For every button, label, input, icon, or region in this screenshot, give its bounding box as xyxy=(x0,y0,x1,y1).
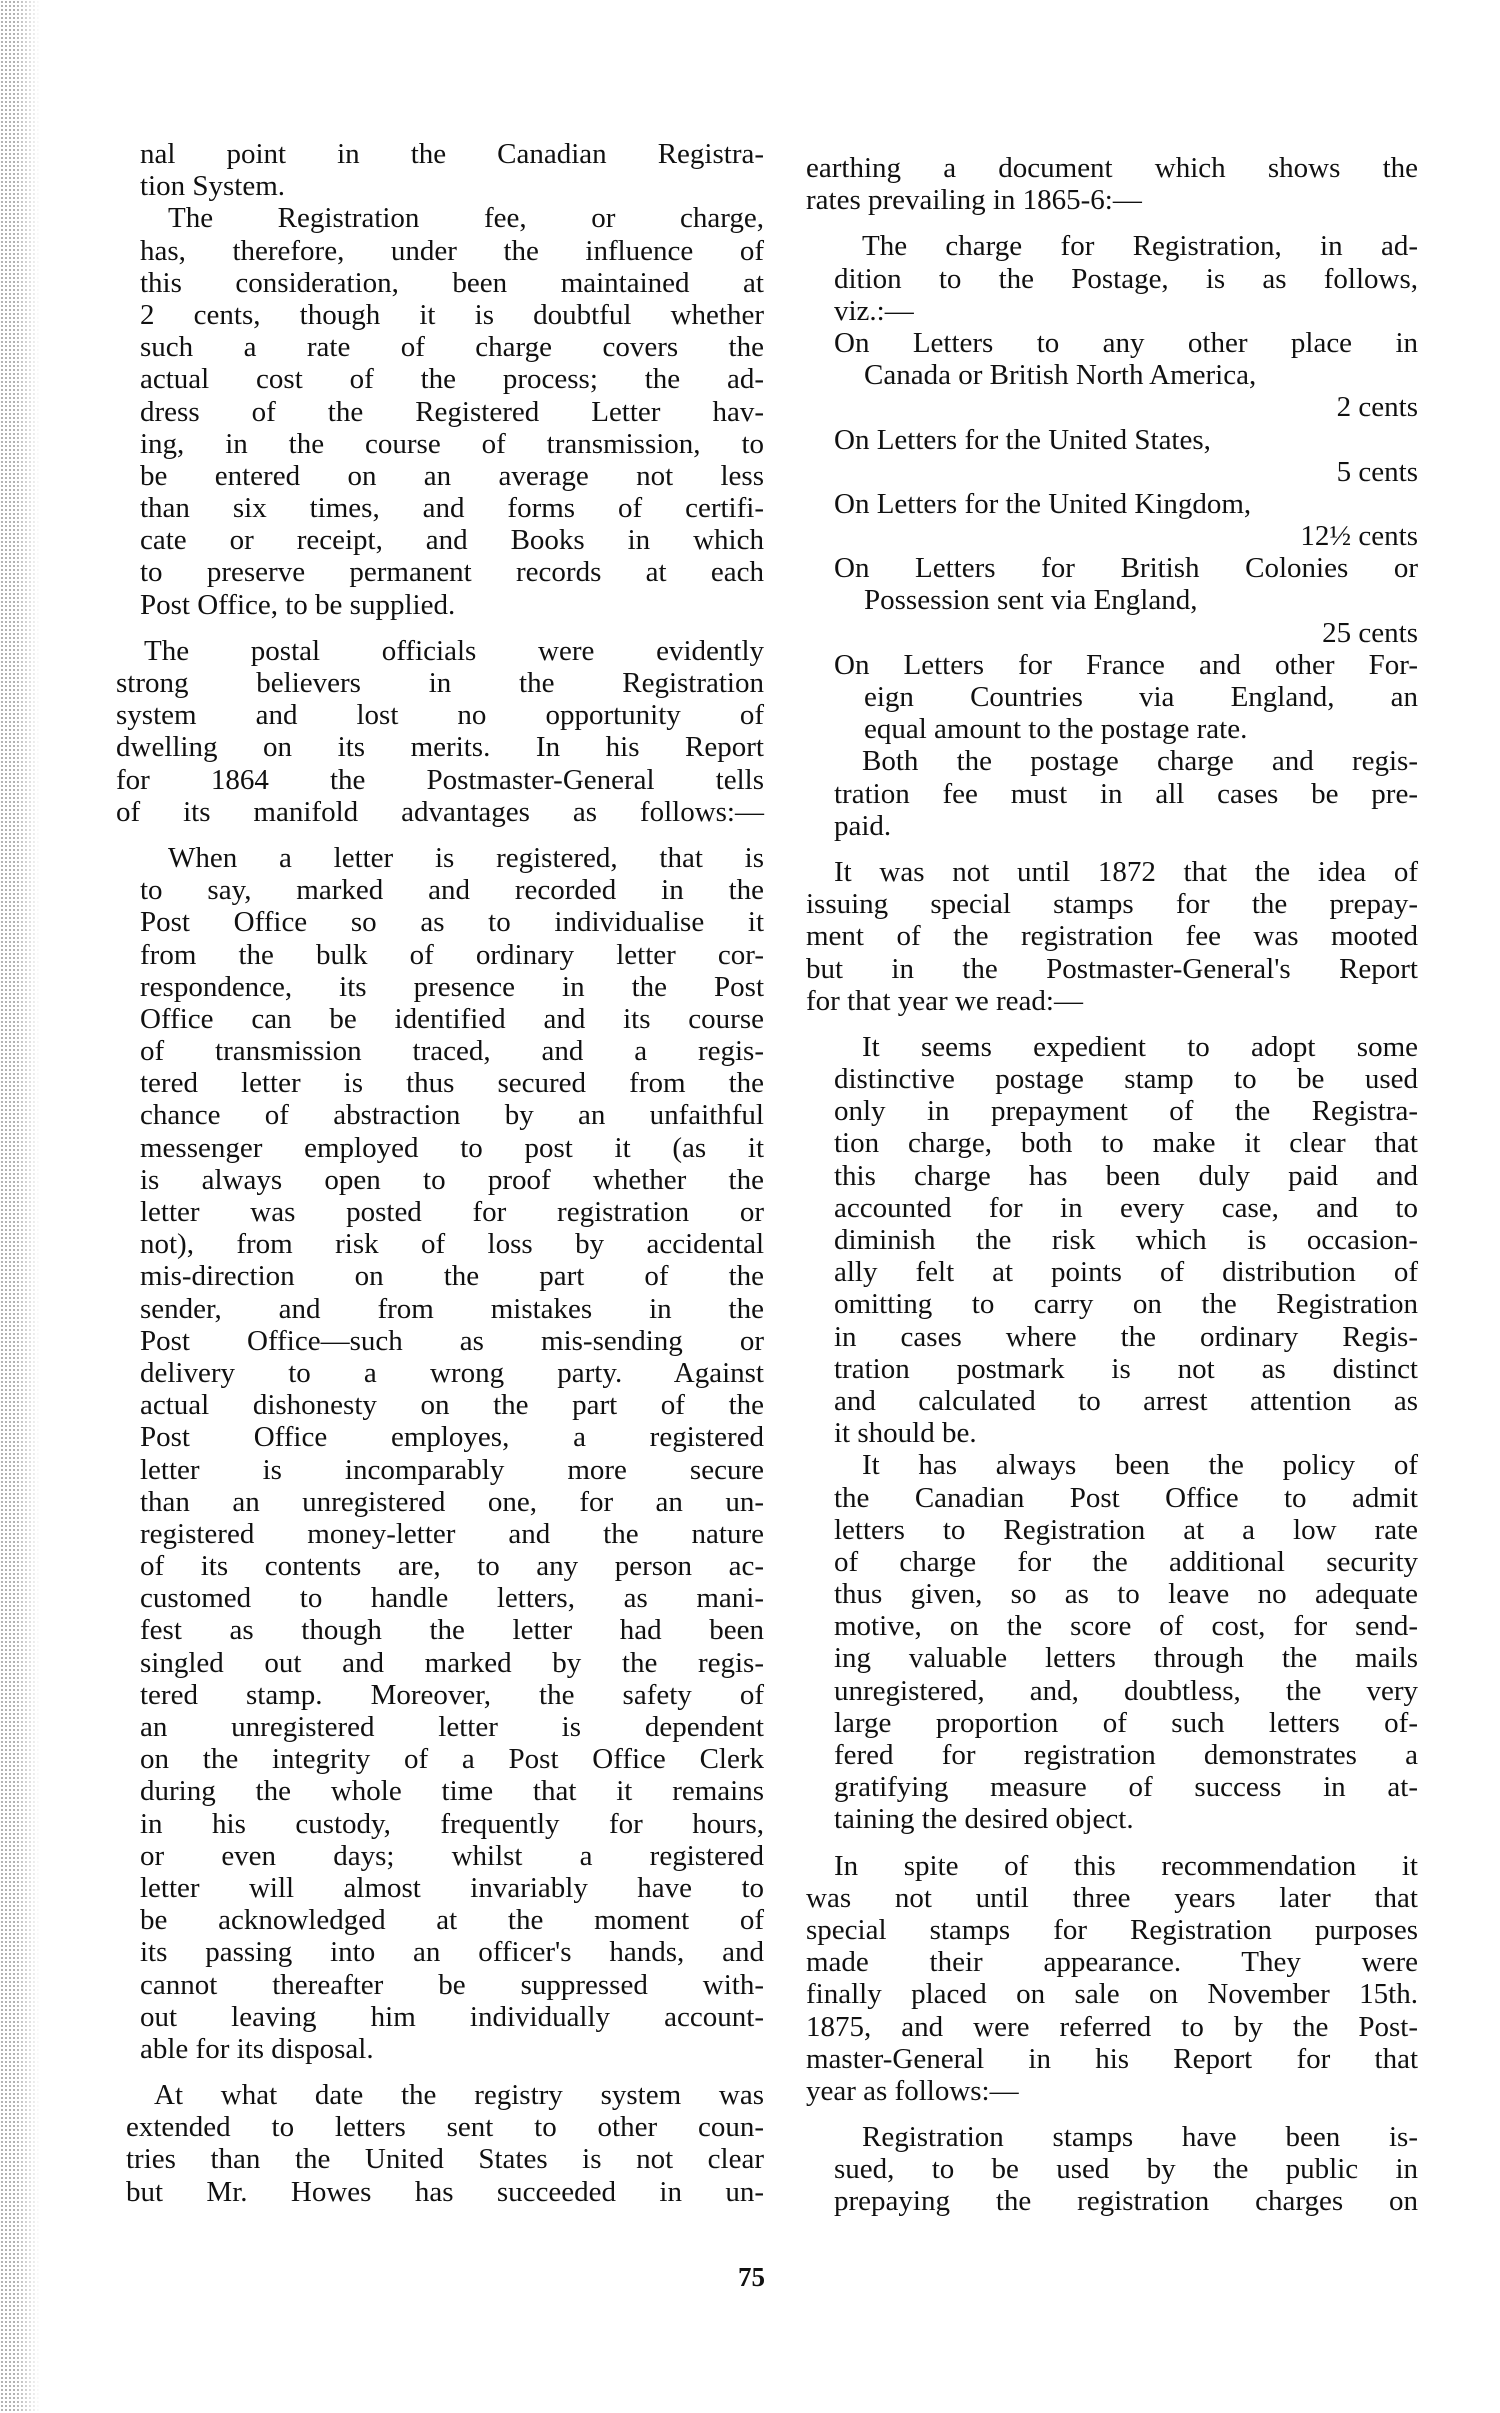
text-line: nal point in the Canadian Registra- xyxy=(140,138,764,170)
text-line: In spite of this recommendation it xyxy=(834,1849,1418,1882)
text-line: dwelling on its merits. In his Report xyxy=(116,731,764,764)
text-line: an unregistered letter is dependent xyxy=(140,1711,764,1743)
text-line: of its contents are, to any person ac- xyxy=(140,1550,764,1583)
text-line: but Mr. Howes has succeeded in un- xyxy=(126,2175,764,2208)
text-line: The Registration fee, or charge, xyxy=(168,202,764,235)
text-line: sued, to be used by the public in xyxy=(834,2153,1418,2186)
page-number: 75 xyxy=(738,2262,765,2292)
rate-destination: On Letters for the United States, xyxy=(834,423,1211,456)
text-line: letter is incomparably more secure xyxy=(140,1453,764,1486)
text-line: Post Office—such as mis-sending or xyxy=(140,1324,764,1357)
rate-destination: On Letters for British Colonies or xyxy=(834,552,1418,585)
block-quote-1865-rates xyxy=(806,230,1418,842)
rate-destination: Canada or British North America, xyxy=(864,359,1257,392)
right-column xyxy=(806,152,1418,2218)
text-line: 1875, and were referred to by the Post- xyxy=(806,2010,1418,2043)
text-line: this charge has been duly paid and xyxy=(834,1159,1418,1192)
text-line: special stamps for Registration purposes xyxy=(806,1913,1418,1946)
text-line: to preserve permanent records at each xyxy=(140,556,764,589)
rate-item-canada xyxy=(834,327,1418,424)
text-line: extended to letters sent to other coun- xyxy=(126,2111,764,2144)
text-line: finally placed on sale on November 15th. xyxy=(806,1978,1418,2011)
text-line: diminish the risk which is occasion- xyxy=(834,1224,1418,1256)
text-line: tered letter is thus secured from the xyxy=(140,1067,764,1100)
text-line: tries than the United States is not clear xyxy=(126,2143,764,2176)
text-line: accounted for in every case, and to xyxy=(834,1191,1418,1224)
text-line: tered stamp. Moreover, the safety of xyxy=(140,1678,764,1711)
text-line: The charge for Registration, in ad- xyxy=(862,230,1418,263)
text-line: Both the postage charge and regis- xyxy=(862,745,1418,778)
text-line: not), from risk of loss by accidental xyxy=(140,1228,764,1261)
text-line: strong believers in the Registration xyxy=(116,667,764,699)
text-line: it should be. xyxy=(834,1417,977,1450)
text-line: sender, and from mistakes in the xyxy=(140,1292,764,1325)
text-line: When a letter is registered, that is xyxy=(168,841,764,874)
text-line: respondence, its presence in the Post xyxy=(140,970,764,1003)
text-line: It has always been the policy of xyxy=(862,1449,1418,1482)
text-line: fest as though the letter had been xyxy=(140,1614,764,1647)
rate-amount: 5 cents xyxy=(1336,455,1418,488)
text-line: master-General in his Report for that xyxy=(806,2042,1418,2075)
text-line: for 1864 the Postmaster-General tells xyxy=(116,763,764,796)
paragraph-1872 xyxy=(806,856,1418,1017)
text-line: of its manifold advantages as follows:— xyxy=(116,795,764,828)
text-line: dition to the Postage, is as follows, xyxy=(834,262,1418,295)
text-line: 2 cents, though it is doubtful whether xyxy=(140,298,764,331)
text-line: fered for registration demonstrates a xyxy=(834,1739,1418,1771)
text-line: only in prepayment of the Registra- xyxy=(834,1095,1418,1128)
rate-destination: On Letters to any other place in xyxy=(834,326,1418,359)
rate-destination: On Letters for the United Kingdom, xyxy=(834,487,1252,520)
text-line: actual dishonesty on the part of the xyxy=(140,1389,764,1422)
text-line: unregistered, and, doubtless, the very xyxy=(834,1674,1418,1707)
text-line: messenger employed to post it (as it xyxy=(140,1131,764,1164)
text-line: issuing special stamps for the prepay- xyxy=(806,888,1418,921)
text-line: letter will almost invariably have to xyxy=(140,1871,764,1904)
text-line: Post Office, to be supplied. xyxy=(140,588,456,621)
text-line: motive, on the score of cost, for send- xyxy=(834,1610,1418,1643)
paragraph-registration-fee xyxy=(140,202,764,620)
paragraph-postal-officials xyxy=(116,635,764,828)
text-line: ing, in the course of transmission, to xyxy=(140,427,764,460)
text-line: earthing a document which shows the xyxy=(806,152,1418,184)
rate-amount: 25 cents xyxy=(1322,616,1418,649)
text-line: and calculated to arrest attention as xyxy=(834,1384,1418,1417)
rate-item-british-colonies xyxy=(834,552,1418,649)
paragraph-registry-extension xyxy=(126,2079,764,2208)
text-line: At what date the registry system was xyxy=(154,2079,764,2112)
text-line: registered money-letter and the nature xyxy=(140,1517,764,1550)
text-line: tion System. xyxy=(140,170,286,203)
rate-item-france-foreign xyxy=(834,649,1418,746)
left-column xyxy=(116,138,764,2208)
text-line: in his custody, frequently for hours, xyxy=(140,1807,764,1840)
rate-destination: eign Countries via England, an xyxy=(864,681,1418,713)
scan-edge-shadow xyxy=(0,0,40,2413)
text-line: from the bulk of ordinary letter cor- xyxy=(140,938,764,971)
text-line: large proportion of such letters of- xyxy=(834,1706,1418,1739)
block-quote-1875-report xyxy=(806,2121,1418,2218)
text-line: for that year we read:— xyxy=(806,984,1083,1017)
text-line: Office can be identified and its course xyxy=(140,1002,764,1035)
text-line: dress of the Registered Letter hav- xyxy=(140,395,764,428)
text-line: omitting to carry on the Registration xyxy=(834,1288,1418,1321)
text-line: system and lost no opportunity of xyxy=(116,699,764,732)
paragraph-continuation xyxy=(140,138,764,202)
text-line: the Canadian Post Office to admit xyxy=(834,1481,1418,1514)
text-line: letters to Registration at a low rate xyxy=(834,1513,1418,1546)
text-line: Registration stamps have been is- xyxy=(862,2121,1418,2154)
text-line: has, therefore, under the influence of xyxy=(140,234,764,267)
text-line: It was not until 1872 that the idea of xyxy=(834,855,1418,888)
text-line: than an unregistered one, for an un- xyxy=(140,1485,764,1518)
text-line: rates prevailing in 1865-6:— xyxy=(806,184,1142,217)
text-line: ment of the registration fee was mooted xyxy=(806,920,1418,953)
text-line: of transmission traced, and a regis- xyxy=(140,1035,764,1068)
text-line: in cases where the ordinary Regis- xyxy=(834,1320,1418,1353)
paragraph-1875 xyxy=(806,1850,1418,2108)
rate-item-united-states xyxy=(834,424,1418,488)
rate-destination: On Letters for France and other For- xyxy=(834,648,1418,681)
text-line: but in the Postmaster-General's Report xyxy=(806,952,1418,985)
text-line: of charge for the additional security xyxy=(834,1545,1418,1578)
text-line: tration postmark is not as distinct xyxy=(834,1352,1418,1385)
text-line: to say, marked and recorded in the xyxy=(140,874,764,907)
text-line: mis-direction on the part of the xyxy=(140,1260,764,1293)
text-line: tion charge, both to make it clear that xyxy=(834,1127,1418,1160)
text-line: during the whole time that it remains xyxy=(140,1775,764,1808)
text-line: ing valuable letters through the mails xyxy=(834,1642,1418,1675)
block-quote-1872-report xyxy=(806,1031,1418,1836)
text-line: year as follows:— xyxy=(806,2074,1019,2107)
text-line: customed to handle letters, as mani- xyxy=(140,1582,764,1615)
text-line: be entered on an average not less xyxy=(140,459,764,492)
text-line: be acknowledged at the moment of xyxy=(140,1904,764,1937)
text-line: ally felt at points of distribution of xyxy=(834,1256,1418,1289)
text-line: singled out and marked by the regis- xyxy=(140,1646,764,1679)
rate-destination: equal amount to the postage rate. xyxy=(864,713,1248,746)
text-line: letter was posted for registration or xyxy=(140,1196,764,1228)
text-line: is always open to proof whether the xyxy=(140,1163,764,1196)
rate-amount: 12½ cents xyxy=(1300,520,1418,553)
text-line: out leaving him individually account- xyxy=(140,2000,764,2033)
text-line: this consideration, been maintained at xyxy=(140,266,764,299)
text-line: able for its disposal. xyxy=(140,2032,374,2065)
block-quote-1864-report xyxy=(140,842,764,2065)
text-line: gratifying measure of success in at- xyxy=(834,1771,1418,1804)
text-line: actual cost of the process; the ad- xyxy=(140,363,764,396)
rate-item-united-kingdom xyxy=(834,488,1418,552)
text-line: made their appearance. They were xyxy=(806,1946,1418,1979)
text-line: Post Office employes, a registered xyxy=(140,1421,764,1454)
text-line: It seems expedient to adopt some xyxy=(862,1030,1418,1063)
text-line: distinctive postage stamp to be used xyxy=(834,1063,1418,1096)
text-line: on the integrity of a Post Office Clerk xyxy=(140,1743,764,1776)
text-line: cate or receipt, and Books in which xyxy=(140,524,764,557)
text-line: prepaying the registration charges on xyxy=(834,2185,1418,2218)
text-line: such a rate of charge covers the xyxy=(140,331,764,364)
text-line: delivery to a wrong party. Against xyxy=(140,1356,764,1389)
text-line: was not until three years later that xyxy=(806,1881,1418,1914)
text-line: paid. xyxy=(834,809,892,842)
text-line: thus given, so as to leave no adequate xyxy=(834,1578,1418,1611)
rate-amount: 2 cents xyxy=(1336,391,1418,424)
text-line: than six times, and forms of certifi- xyxy=(140,492,764,525)
text-line: chance of abstraction by an unfaithful xyxy=(140,1099,764,1132)
text-line: viz.:— xyxy=(834,294,914,327)
text-line: or even days; whilst a registered xyxy=(140,1839,764,1872)
paragraph-continuation-right xyxy=(806,152,1418,216)
text-line: its passing into an officer's hands, and xyxy=(140,1936,764,1969)
text-line: taining the desired object. xyxy=(834,1803,1134,1836)
text-line: Post Office so as to individualise it xyxy=(140,906,764,939)
rate-destination: Possession sent via England, xyxy=(864,584,1198,617)
text-line: cannot thereafter be suppressed with- xyxy=(140,1968,764,2001)
text-line: The postal officials were evidently xyxy=(144,634,764,667)
text-line: tration fee must in all cases be pre- xyxy=(834,777,1418,810)
